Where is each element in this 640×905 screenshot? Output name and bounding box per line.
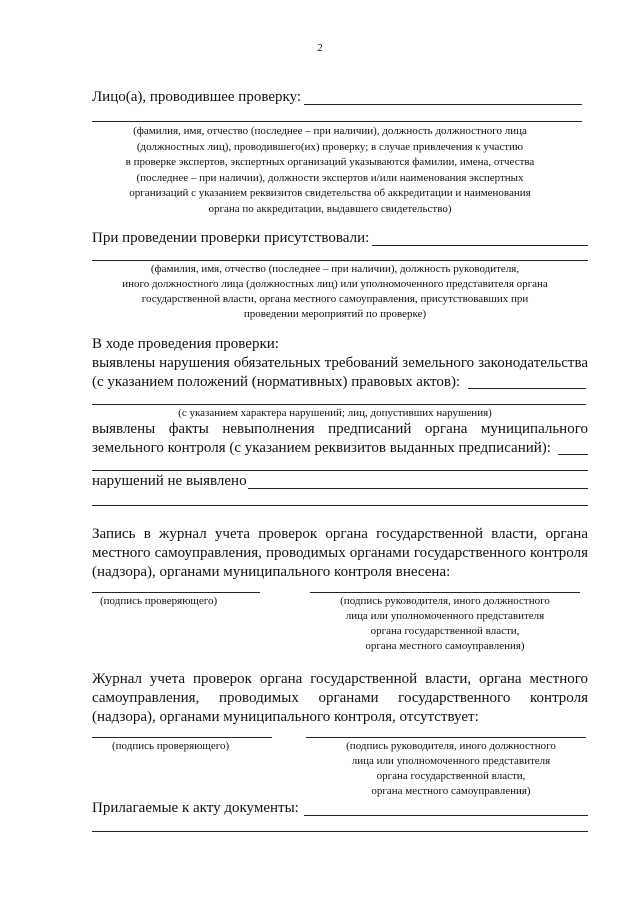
present-note: (фамилия, имя, отчество (последнее – при наличии), должность руководителя, иного должностного лица (должностных лиц) или уполномоченного представителя органа государственной власти, органа местного самоуправления, присутствовавших при проведении мероприятий по проверке) <box>122 263 548 320</box>
inspector-blank <box>304 104 582 105</box>
course-heading: В ходе проведения проверки: <box>92 336 279 352</box>
sign-inspector-line-2 <box>92 737 272 738</box>
sign-inspector-caption: (подпись проверяющего) <box>100 595 218 607</box>
inspector-label: Лицо(а), проводившее проверку: <box>92 89 302 105</box>
sign-head-caption-2: (подпись руководителя, иного должностного лица или уполномоченного представителя органа государственной власти, органа местного самоуправления) <box>346 740 556 797</box>
sign-head-line-2 <box>306 737 586 738</box>
violations-line-2: (с указанием положений (нормативных) правовых актов): <box>92 374 461 390</box>
orders-line-2: земельного контроля (с указанием реквизитов выданных предписаний): <box>92 440 551 456</box>
sign-head-line <box>310 592 580 593</box>
inspector-note: (фамилия, имя, отчество (последнее – при наличии), должность должностного лица (должностных лиц), проводившего(их) проверку; в случае привлечения к участию в проверке экспертов, экспертных организаций указываются фамилии, имена, отчества (последнее – при наличии), должности экспертов и/или наименования экспертных организаций с указанием реквизитов свидетельства об аккредитации и наименования органа по аккредитации, выдавшего свидетельство) <box>125 125 535 215</box>
journal-entry-line-3: (надзора), органами муниципального контроля внесена: <box>92 564 451 580</box>
orders-blank <box>558 454 588 455</box>
no-violations: нарушений не выявлено <box>92 473 247 489</box>
journal-absent-line-3: (надзора), органами муниципального контроля, отсутствует: <box>92 709 479 725</box>
no-violations-line-2 <box>92 505 588 506</box>
violations-note: (с указанием характера нарушений; лиц, допустивших нарушения) <box>178 407 492 419</box>
journal-absent-line-2: самоуправления, проводимых органами государственного контроля <box>92 690 588 706</box>
present-line-2 <box>92 260 588 261</box>
orders-line-3 <box>92 470 588 471</box>
attachments-blank <box>304 815 588 816</box>
sign-inspector-line <box>92 592 260 593</box>
present-label: При проведении проверки присутствовали: <box>92 230 370 246</box>
violations-line-3 <box>92 404 586 405</box>
violations-line-1: выявлены нарушения обязательных требований земельного законодательства <box>92 355 588 371</box>
journal-absent-line-1: Журнал учета проверок органа государственной власти, органа местного <box>92 671 588 687</box>
journal-entry-line-2: местного самоуправления, проводимых органами государственного контроля <box>92 545 588 561</box>
no-violations-blank <box>248 488 588 489</box>
orders-line-1: выявлены факты невыполнения предписаний органа муниципального <box>92 421 588 437</box>
sign-inspector-caption-2: (подпись проверяющего) <box>112 740 230 752</box>
attachments-label: Прилагаемые к акту документы: <box>92 800 299 816</box>
inspector-line-2 <box>92 121 582 122</box>
journal-entry-line-1: Запись в журнал учета проверок органа государственной власти, органа <box>92 526 588 542</box>
sign-head-caption: (подпись руководителя, иного должностного лица или уполномоченного представителя органа государственной власти, органа местного самоуправления) <box>340 595 550 652</box>
attachments-line-2 <box>92 831 588 832</box>
page-number: 2 <box>317 42 323 54</box>
present-blank <box>372 245 588 246</box>
violations-blank <box>468 388 586 389</box>
